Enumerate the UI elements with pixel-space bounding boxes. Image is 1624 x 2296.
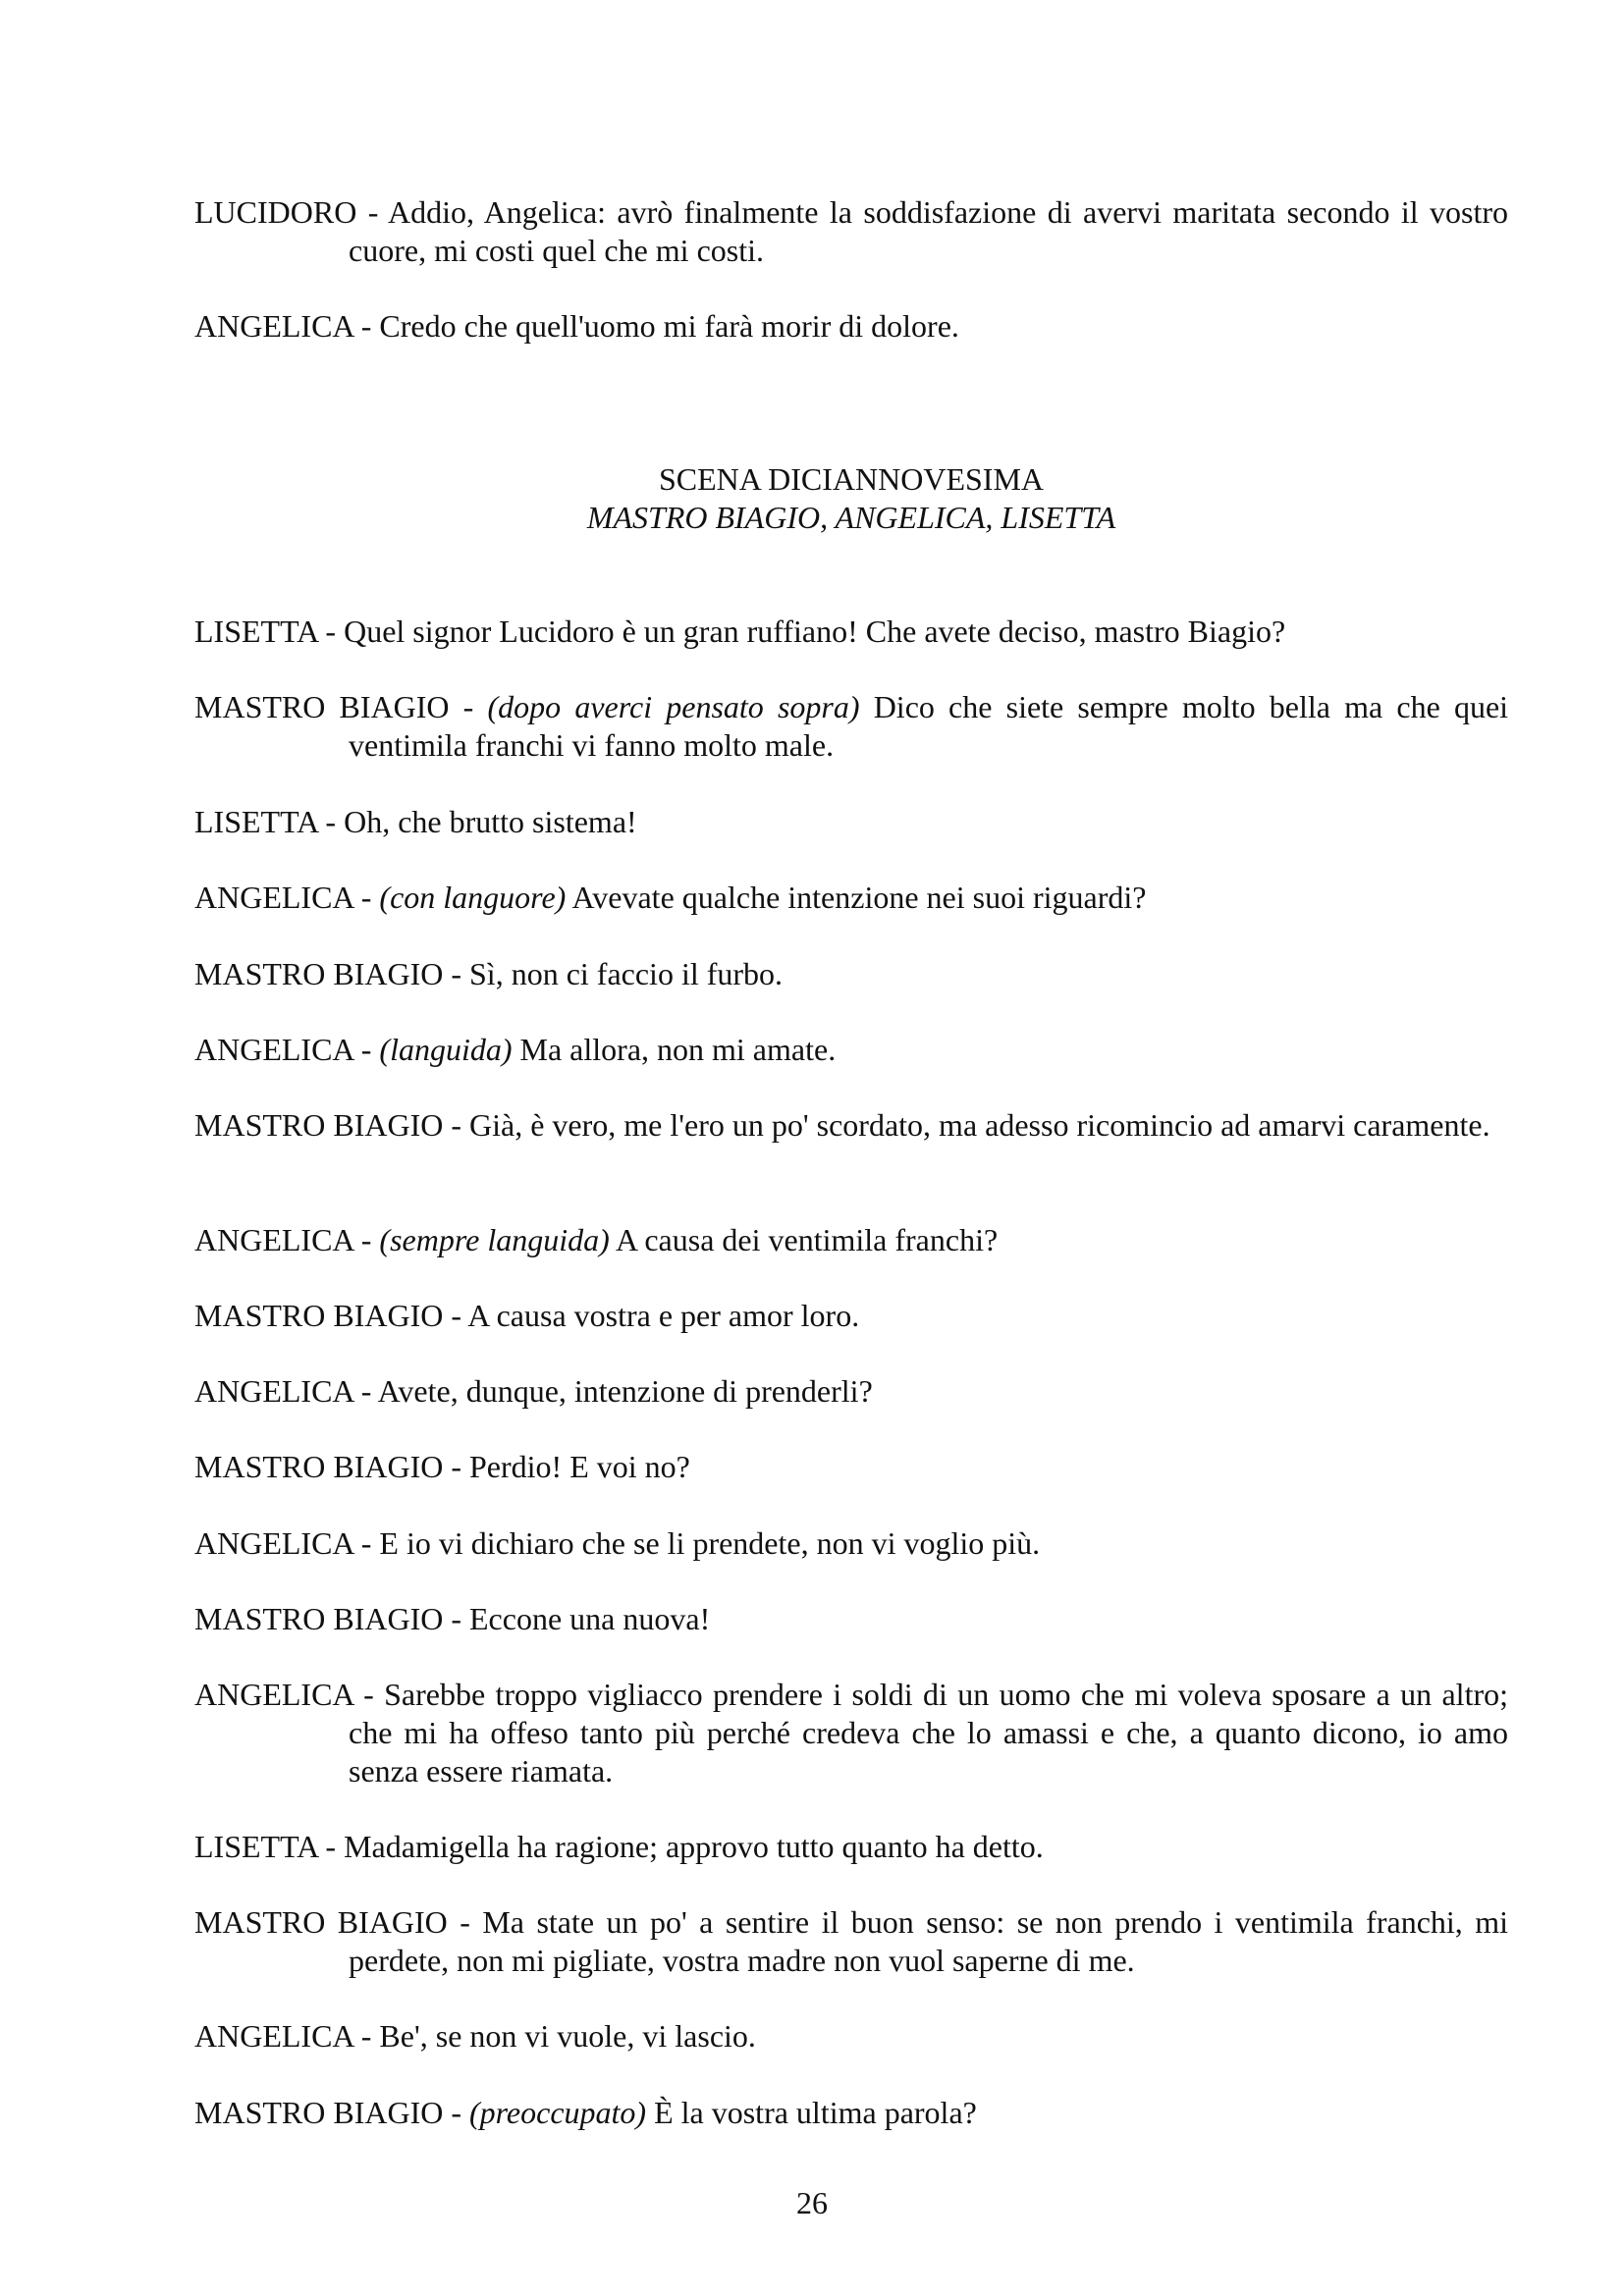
speaker-name: ANGELICA: [194, 2018, 353, 2054]
dialogue-line: [194, 1903, 1508, 1980]
speaker-name: MASTRO BIAGIO: [194, 1449, 444, 1484]
speaker-name: MASTRO BIAGIO: [194, 1107, 444, 1143]
dialogue-line: [194, 613, 1508, 651]
dialogue-line: [194, 1372, 1508, 1411]
dialogue-line: [194, 1600, 1508, 1638]
speaker-separator: -: [447, 1904, 483, 1940]
dialogue-text: Eccone una nuova!: [469, 1601, 711, 1636]
speaker-name: MASTRO BIAGIO: [194, 689, 450, 724]
speaker-separator: -: [352, 1222, 380, 1257]
dialogue-line: [194, 1106, 1508, 1145]
speaker-separator: -: [352, 1525, 380, 1561]
dialogue-line: [194, 1524, 1508, 1563]
dialogue-text: Già, è vero, me l'ero un po' scordato, ma adesso ricomincio ad amarvi caramente.: [469, 1107, 1490, 1143]
speaker-name: MASTRO BIAGIO: [194, 2095, 444, 2130]
stage-direction: (preoccupato): [469, 2095, 647, 2130]
dialogue-line: [194, 803, 1508, 841]
stage-direction: (dopo averci pensato sopra): [487, 689, 860, 724]
speaker-separator: -: [352, 880, 380, 915]
dialogue-line: [194, 193, 1508, 270]
dialogue-text: Sì, non ci faccio il furbo.: [469, 956, 784, 991]
dialogue-text: È la vostra ultima parola?: [654, 2095, 977, 2130]
speaker-name: MASTRO BIAGIO: [194, 1601, 444, 1636]
dialogue-text: Quel signor Lucidoro è un gran ruffiano! Che avete deciso, mastro Biagio?: [344, 614, 1286, 649]
speaker-separator: -: [443, 1107, 469, 1143]
page-number: 26: [796, 2185, 828, 2220]
speaker-name: MASTRO BIAGIO: [194, 956, 444, 991]
dialogue-text: Madamigella ha ragione; approvo tutto quanto ha detto.: [344, 1829, 1044, 1864]
speaker-separator: -: [317, 614, 345, 649]
speaker-separator: -: [443, 1601, 469, 1636]
dialogue-text: Avevate qualche intenzione nei suoi riguardi?: [571, 880, 1147, 915]
speaker-separator: -: [317, 1829, 345, 1864]
dialogue-text: Oh, che brutto sistema!: [344, 804, 637, 839]
speaker-separator: -: [352, 1032, 380, 1067]
speaker-name: ANGELICA: [194, 1032, 353, 1067]
speaker-name: ANGELICA: [194, 1677, 353, 1712]
dialogue-text: Addio, Angelica: avrò finalmente la soddisfazione di avervi maritata secondo il vostro cuore, mi costi quel che mi costi.: [349, 194, 1509, 268]
dialogue-line: [194, 879, 1508, 917]
dialogue-text: Dico che siete sempre molto bella ma che quei ventimila franchi vi fanno molto male.: [349, 689, 1509, 763]
speaker-name: ANGELICA: [194, 1525, 353, 1561]
speaker-name: MASTRO BIAGIO: [194, 1904, 448, 1940]
dialogue-text: Credo che quell'uomo mi farà morir di dolore.: [379, 308, 959, 344]
dialogue-line: [194, 1031, 1508, 1069]
speaker-name: ANGELICA: [194, 1373, 353, 1409]
speaker-name: LISETTA: [194, 804, 318, 839]
speaker-name: MASTRO BIAGIO: [194, 1298, 444, 1333]
speaker-separator: -: [443, 1449, 469, 1484]
dialogue-text: A causa vostra e per amor loro.: [467, 1298, 860, 1333]
dialogue-line: [194, 1676, 1508, 1790]
dialogue-text: Ma state un po' a sentire il buon senso: se non prendo i ventimila franchi, mi perdete, non mi pigliate, vostra madre non vuol saperne di me.: [349, 1904, 1509, 1978]
stage-direction: (sempre languida): [379, 1222, 610, 1257]
dialogue-line: [194, 307, 1508, 346]
dialogue-text: Perdio! E voi no?: [469, 1449, 690, 1484]
dialogue-line: [194, 688, 1508, 765]
scene-characters: MASTRO BIAGIO, ANGELICA, LISETTA: [586, 500, 1116, 535]
dialogue-text: Be', se non vi vuole, vi lascio.: [379, 2018, 756, 2054]
speaker-separator: -: [449, 689, 488, 724]
dialogue-line: [194, 1221, 1508, 1259]
speaker-separator: -: [352, 1373, 378, 1409]
speaker-name: LISETTA: [194, 614, 318, 649]
speaker-separator: -: [443, 956, 469, 991]
speaker-separator: -: [356, 194, 389, 230]
dialogue-line: [194, 2094, 1508, 2132]
dialogue-line: [194, 1297, 1508, 1335]
speaker-separator: -: [317, 804, 345, 839]
stage-direction: (languida): [379, 1032, 513, 1067]
speaker-separator: -: [443, 2095, 469, 2130]
stage-direction: (con languore): [379, 880, 567, 915]
dialogue-line: [194, 955, 1508, 993]
speaker-separator: -: [352, 1677, 385, 1712]
dialogue-text: A causa dei ventimila franchi?: [615, 1222, 999, 1257]
dialogue-line: [194, 1448, 1508, 1486]
dialogue-text: Ma allora, non mi amate.: [519, 1032, 837, 1067]
dialogue-text: Avete, dunque, intenzione di prenderli?: [377, 1373, 873, 1409]
speaker-separator: -: [443, 1298, 468, 1333]
speaker-name: ANGELICA: [194, 880, 353, 915]
dialogue-text: Sarebbe troppo vigliacco prendere i soldi di un uomo che mi voleva sposare a un altro; che mi ha offeso tanto più perché credeva che lo amassi e che, a quanto dicono, io amo senza essere riamata.: [349, 1677, 1509, 1789]
speaker-name: ANGELICA: [194, 308, 353, 344]
speaker-name: LISETTA: [194, 1829, 318, 1864]
dialogue-line: [194, 2017, 1508, 2056]
scene-title: SCENA DICIANNOVESIMA: [658, 461, 1044, 497]
speaker-separator: -: [352, 2018, 380, 2054]
dialogue-line: [194, 1828, 1508, 1866]
speaker-name: LUCIDORO: [194, 194, 357, 230]
speaker-name: ANGELICA: [194, 1222, 353, 1257]
speaker-separator: -: [352, 308, 380, 344]
dialogue-text: E io vi dichiaro che se li prendete, non vi voglio più.: [379, 1525, 1041, 1561]
